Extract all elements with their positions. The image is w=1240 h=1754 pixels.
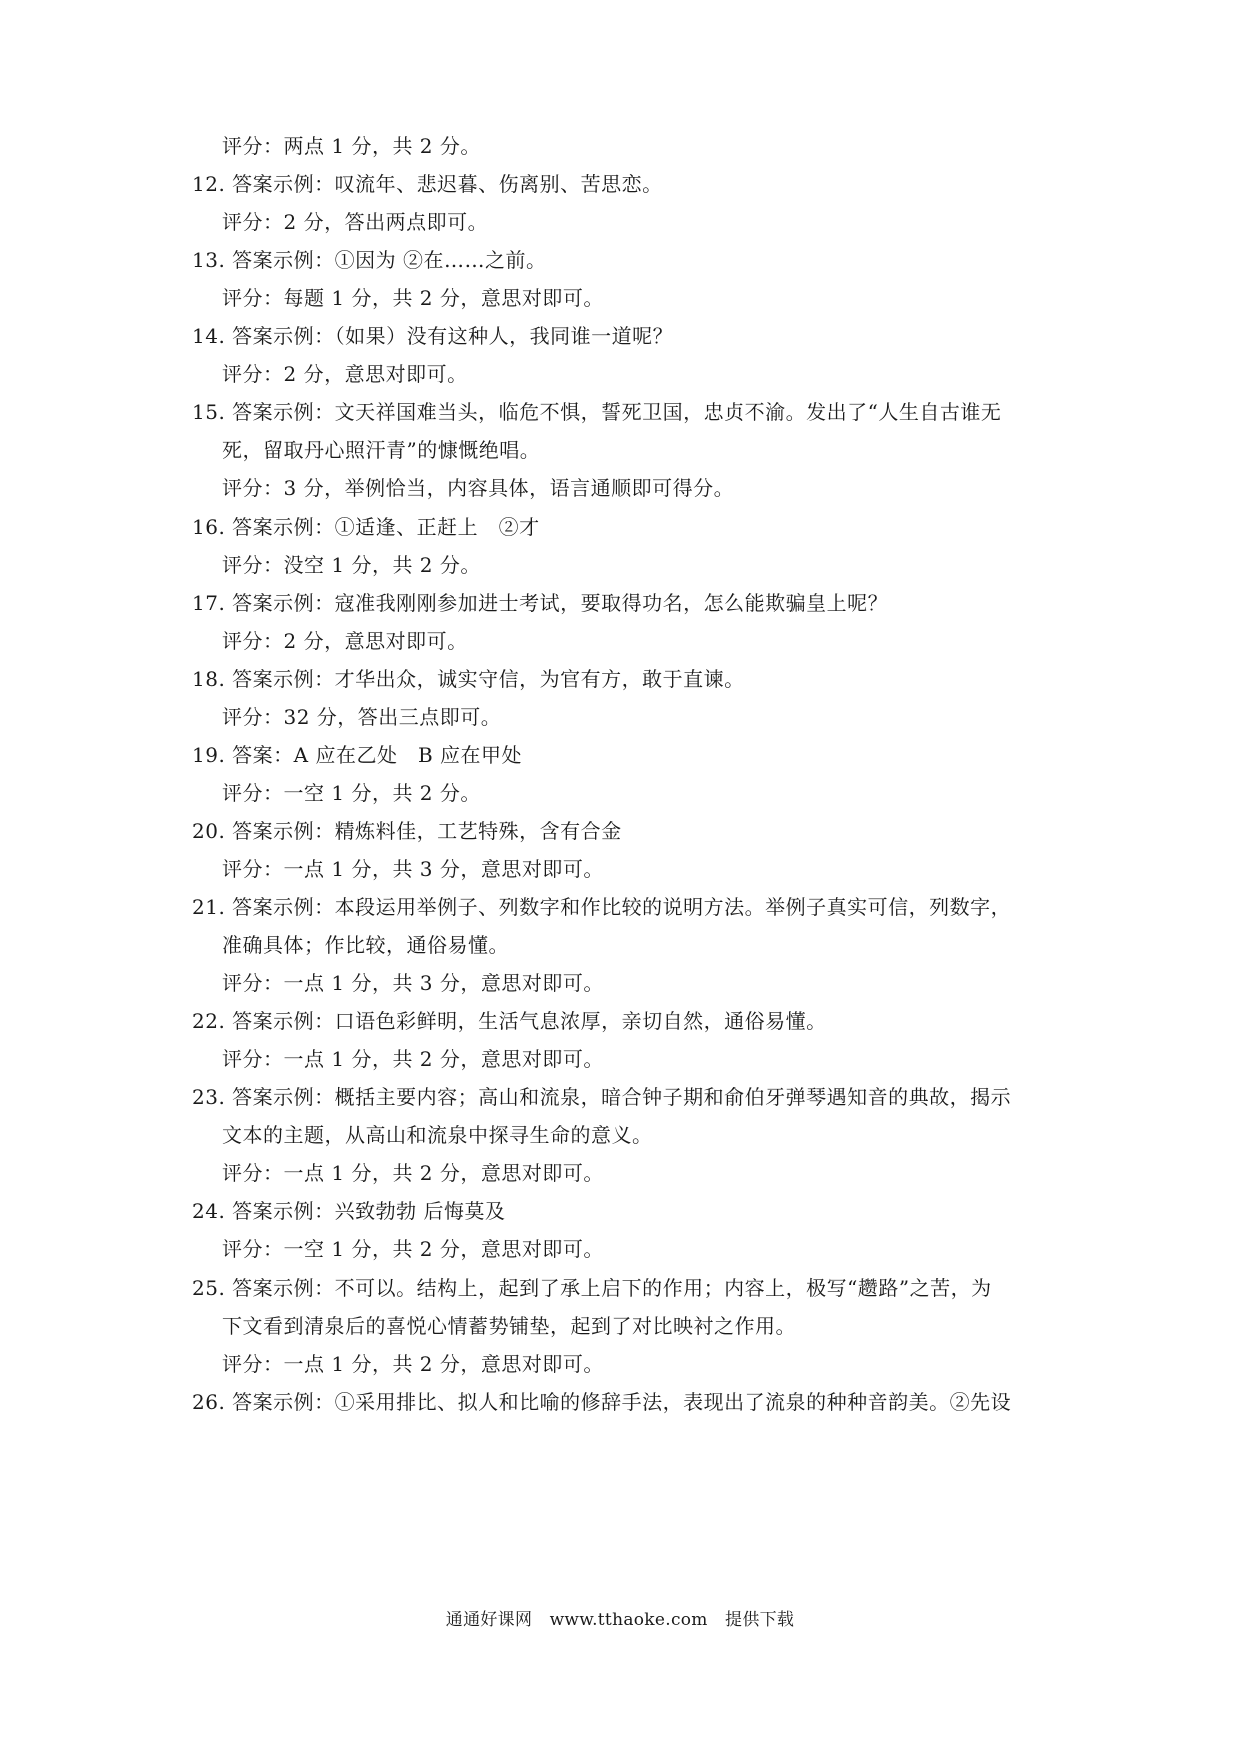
- score-or-continuation-line: 文本的主题，从高山和流泉中探寻生命的意义。: [222, 1123, 653, 1147]
- answer-line: 16. 答案示例：①适逢、正赶上 ②才: [192, 515, 540, 539]
- answer-line: 18. 答案示例：才华出众，诚实守信，为官有方，敢于直谏。: [192, 667, 745, 691]
- answer-line: 12. 答案示例：叹流年、悲迟暮、伤离别、苦思恋。: [192, 172, 663, 196]
- score-or-continuation-line: 评分：32 分，答出三点即可。: [222, 705, 502, 729]
- score-or-continuation-line: 评分：一点 1 分，共 2 分，意思对即可。: [222, 1352, 604, 1376]
- answer-line: 17. 答案示例：寇准我刚刚参加进士考试，要取得功名，怎么能欺骗皇上呢？: [192, 591, 889, 615]
- score-or-continuation-line: 评分：一点 1 分，共 3 分，意思对即可。: [222, 971, 604, 995]
- answer-line: 25. 答案示例：不可以。结构上，起到了承上启下的作用；内容上，极写“趱路”之苦，为: [192, 1276, 992, 1300]
- score-or-continuation-line: 评分：2 分，意思对即可。: [222, 629, 468, 653]
- answer-line: 21. 答案示例：本段运用举例子、列数字和作比较的说明方法。举例子真实可信，列数字，: [192, 895, 1012, 919]
- score-or-continuation-line: 评分：3 分，举例恰当，内容具体，语言通顺即可得分。: [222, 476, 735, 500]
- score-or-continuation-line: 评分：2 分，答出两点即可。: [222, 210, 489, 234]
- answer-line: 14. 答案示例：（如果）没有这种人，我同谁一道呢？: [192, 324, 674, 348]
- answer-line: 22. 答案示例：口语色彩鲜明，生活气息浓厚，亲切自然，通俗易懂。: [192, 1009, 827, 1033]
- answer-line: 19. 答案：A 应在乙处 B 应在甲处: [192, 743, 523, 767]
- answer-line: 26. 答案示例：①采用排比、拟人和比喻的修辞手法，表现出了流泉的种种音韵美。②先设: [192, 1390, 1012, 1414]
- score-or-continuation-line: 评分：一空 1 分，共 2 分。: [222, 781, 481, 805]
- answer-line: 24. 答案示例：兴致勃勃 后悔莫及: [192, 1199, 506, 1223]
- score-or-continuation-line: 评分：每题 1 分，共 2 分，意思对即可。: [222, 286, 604, 310]
- score-or-continuation-line: 评分：一点 1 分，共 3 分，意思对即可。: [222, 857, 604, 881]
- score-or-continuation-line: 评分：2 分，意思对即可。: [222, 362, 468, 386]
- score-or-continuation-line: 死，留取丹心照汗青”的慷慨绝唱。: [222, 438, 541, 462]
- score-or-continuation-line: 评分：没空 1 分，共 2 分。: [222, 553, 481, 577]
- score-or-continuation-line: 评分：一空 1 分，共 2 分，意思对即可。: [222, 1237, 604, 1261]
- page-footer: 通通好课网 www.tthaoke.com 提供下载: [445, 1610, 795, 1630]
- answer-line: 13. 答案示例：①因为 ②在……之前。: [192, 248, 547, 272]
- answer-line: 20. 答案示例：精炼料佳，工艺特殊，含有合金: [192, 819, 622, 843]
- score-or-continuation-line: 下文看到清泉后的喜悦心情蓄势铺垫，起到了对比映衬之作用。: [222, 1314, 796, 1338]
- score-or-continuation-line: 评分：一点 1 分，共 2 分，意思对即可。: [222, 1161, 604, 1185]
- score-or-continuation-line: 评分：两点 1 分，共 2 分。: [222, 134, 481, 158]
- score-or-continuation-line: 评分：一点 1 分，共 2 分，意思对即可。: [222, 1047, 604, 1071]
- answer-line: 23. 答案示例：概括主要内容；高山和流泉，暗合钟子期和俞伯牙弹琴遇知音的典故，揭示: [192, 1085, 1012, 1109]
- score-or-continuation-line: 准确具体；作比较，通俗易懂。: [222, 933, 509, 957]
- answer-line: 15. 答案示例：文天祥国难当头，临危不惧，誓死卫国，忠贞不渝。发出了“人生自古谁无: [192, 400, 1002, 424]
